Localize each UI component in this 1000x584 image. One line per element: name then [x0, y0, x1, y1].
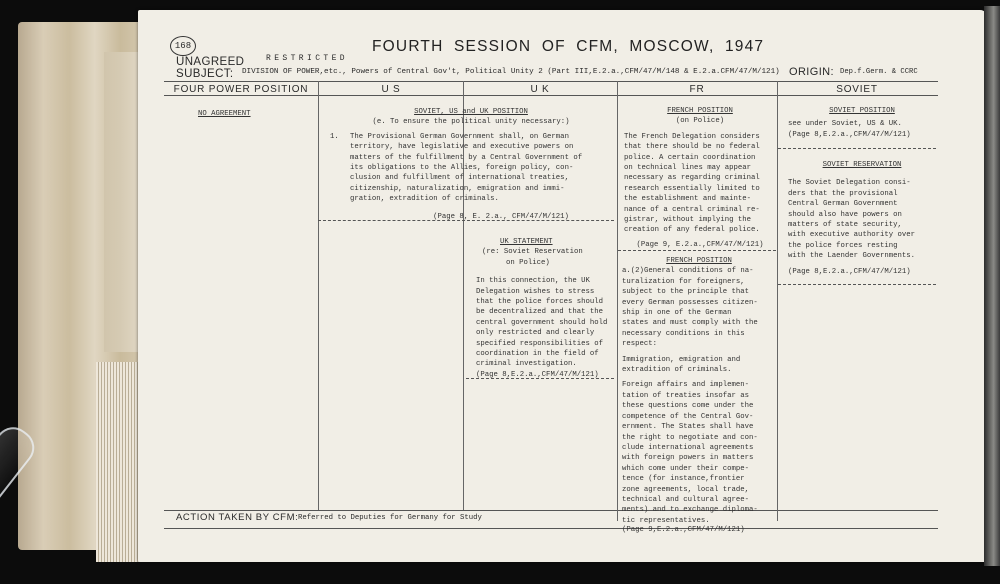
- text-line: be decentralized and that the: [476, 308, 603, 317]
- text-line: states and must comply with the: [622, 319, 758, 328]
- joint-position-heading: SOVIET, US and UK POSITION: [414, 108, 528, 116]
- text-line: ship in one of the German: [622, 309, 732, 318]
- rule-header: [164, 95, 938, 96]
- text-line: clusion and fulfillment of international treaties,: [350, 174, 569, 183]
- text-line: that there should be no federal: [624, 143, 760, 152]
- text-line: should also have powers on: [788, 210, 902, 219]
- col-header-four-power: FOUR POWER POSITION: [173, 84, 309, 95]
- text-line: technical and cultural agree-: [622, 495, 749, 504]
- status-label: UNAGREED: [176, 56, 245, 68]
- text-line: every German possesses citizen-: [622, 298, 758, 307]
- text-line: criminal investigation.: [476, 360, 577, 369]
- text-line: The Soviet Delegation consi-: [788, 179, 911, 188]
- subject-label: SUBJECT:: [176, 68, 234, 80]
- text-line: the police forces resting: [788, 241, 898, 250]
- origin-text: Dep.f.Germ. & CCRC: [840, 68, 918, 76]
- text-line: its obligations to the Allies, foreign policy, con-: [350, 164, 574, 173]
- item-label: a.(2): [622, 267, 644, 276]
- uk-reference: (Page 8,E.2.a.,CFM/47/M/121): [476, 370, 599, 379]
- text-line: police. A certain coordination: [624, 153, 756, 162]
- uk-statement-heading: UK STATEMENT: [500, 238, 553, 246]
- origin-label: ORIGIN:: [789, 66, 834, 78]
- col-header-uk: U K: [530, 84, 550, 95]
- fr-police-reference: (Page 9, E.2.a.,CFM/47/M/121): [636, 240, 764, 249]
- text-line: the establishment and mainte-: [624, 195, 751, 204]
- page-number: 168: [170, 36, 196, 56]
- text-line: with executive authority over: [788, 231, 915, 240]
- text-line: clude international agreements: [622, 443, 754, 452]
- soviet-reservation-reference: (Page 8,E.2.a.,CFM/47/M/121): [788, 267, 911, 276]
- joint-position-subheading: (e. To ensure the political unity necessary:): [372, 118, 570, 127]
- subject-text: DIVISION OF POWER,etc., Powers of Central Gov't, Political Unity 2 (Part III,E.2.a.,CFM/47/M/148 & E.2.a.CFM/47/M/121): [242, 68, 780, 76]
- text-line: specified responsibilities of: [476, 339, 603, 348]
- action-text: Referred to Deputies for Germany for Study: [298, 514, 482, 522]
- dash-soviet-2: [778, 284, 936, 285]
- text-line: creation of any federal police.: [624, 226, 760, 235]
- divider-3: [617, 81, 618, 521]
- uk-statement-cell: [476, 237, 616, 380]
- text-line: ments) and to exchange diploma-: [622, 506, 758, 515]
- text-line: turalization for foreigners,: [622, 277, 745, 286]
- item-number: 1.: [330, 132, 339, 141]
- text-line: that the police forces should: [476, 298, 603, 307]
- action-label: ACTION TAKEN BY CFM:: [176, 512, 299, 523]
- soviet-heading: SOVIET POSITION: [829, 107, 895, 115]
- text-line: competence of the Central Gov-: [622, 412, 754, 421]
- text-line: these questions come under the: [622, 402, 754, 411]
- text-line: tation of treaties insofar as: [622, 391, 749, 400]
- fr-second-cell: [622, 256, 776, 534]
- fr-second-heading: FRENCH POSITION: [666, 257, 732, 265]
- fr-police-heading: FRENCH POSITION: [667, 107, 733, 115]
- fr-police-cell: [624, 106, 776, 250]
- text-line: matters of the fulfillment by a Central Government of: [350, 153, 583, 162]
- divider-1: [318, 81, 319, 510]
- uk-re-line: (re: Soviet Reservation: [482, 248, 583, 257]
- page-stack: [18, 22, 146, 550]
- text-line: coordination in the field of: [476, 350, 599, 359]
- text-line: which come under their compe-: [622, 464, 749, 473]
- soviet-reservation-cell: [788, 160, 936, 277]
- text-line: The French Delegation considers: [624, 132, 760, 141]
- uk-re-line: on Police): [506, 258, 550, 267]
- joint-position-cell: [330, 107, 612, 222]
- text-line: the right to negotiate and con-: [622, 433, 758, 442]
- text-line: Immigration, emigration and: [622, 355, 741, 364]
- rule-footer: [164, 528, 938, 529]
- four-power-cell: [198, 109, 251, 119]
- text-line: The Provisional German Government shall, on German: [350, 132, 569, 141]
- rule-top: [164, 81, 938, 82]
- text-line: subject to the principle that: [622, 288, 749, 297]
- text-line: gistrar, without implying the: [624, 216, 751, 225]
- soviet-reservation-heading: SOVIET RESERVATION: [822, 161, 902, 169]
- text-line: citizenship, naturalization, emigration and immi-: [350, 184, 565, 193]
- text-line: necessary conditions in this: [622, 329, 745, 338]
- text-line: tic representatives.: [622, 516, 710, 525]
- col-header-soviet: SOVIET: [836, 84, 878, 95]
- soviet-reference: (Page 8,E.2.a.,CFM/47/M/121): [788, 130, 911, 139]
- text-line: central government should hold: [476, 318, 608, 327]
- text-line: Foreign affairs and implemen-: [622, 381, 749, 390]
- joint-reference: (Page 8, E. 2.a., CFM/47/M/121): [433, 212, 569, 221]
- text-line: General conditions of na-: [644, 267, 754, 276]
- text-line: ders that the provisional: [788, 189, 898, 198]
- text-line: necessary as regarding criminal: [624, 174, 760, 183]
- text-line: only restricted and clearly: [476, 329, 595, 338]
- fr-police-subheading: (on Police): [675, 117, 725, 126]
- text-line: Central German Government: [788, 200, 898, 209]
- text-line: matters of state security,: [788, 221, 902, 230]
- rule-bottom: [164, 510, 938, 511]
- text-line: tence (for instance,frontier: [622, 475, 745, 484]
- text-line: Delegation wishes to stress: [476, 287, 595, 296]
- text-line: research essentially limited to: [624, 184, 760, 193]
- classification-stamp: RESTRICTED: [266, 54, 349, 63]
- document-title: FOURTH SESSION OF CFM, MOSCOW, 1947: [372, 38, 765, 55]
- no-agreement-heading: NO AGREEMENT: [198, 110, 251, 118]
- text-line: ernment. The States shall have: [622, 423, 754, 432]
- dash-soviet-1: [778, 148, 936, 149]
- text-line: nance of a central criminal re-: [624, 205, 760, 214]
- text-line: In this connection, the UK: [476, 277, 590, 286]
- text-line: gration, extradition of criminals.: [350, 195, 499, 204]
- binder-edge: [984, 6, 1000, 566]
- text-line: respect:: [622, 340, 658, 349]
- text-line: zone agreements, local trade,: [622, 485, 749, 494]
- text-line: territory, have legislative and executive powers on: [350, 143, 574, 152]
- divider-4: [777, 81, 778, 521]
- text-line: with the Laender Governments.: [788, 252, 915, 261]
- col-header-us: U S: [381, 84, 401, 95]
- fr-second-reference: (Page 9,E.2.a.,CFM/47/M/121): [622, 526, 745, 535]
- text-line: with foreign powers in matters: [622, 454, 754, 463]
- text-line: extradition of criminals.: [622, 366, 732, 375]
- text-line: see under Soviet, US & UK.: [788, 120, 902, 129]
- text-line: on technical lines may appear: [624, 164, 751, 173]
- soviet-cell: [788, 106, 936, 140]
- col-header-fr: FR: [689, 84, 705, 95]
